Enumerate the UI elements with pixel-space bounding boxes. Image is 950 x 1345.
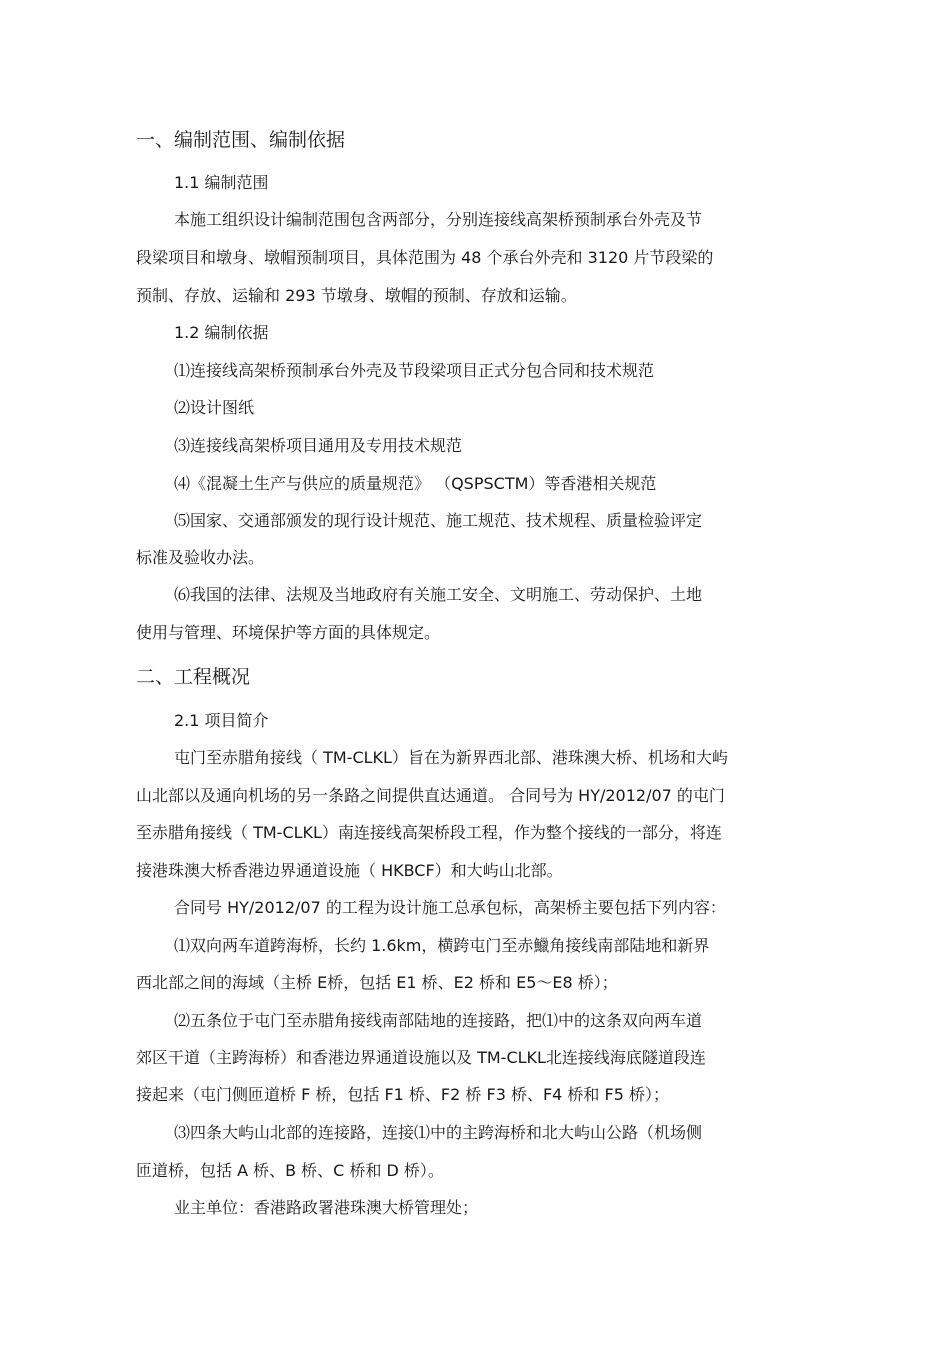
basis-item: ⑵设计图纸 [174,398,255,417]
content-item: 西北部之间的海域（主桥 E桥，包括 E1 桥、E2 桥和 E5～E8 桥）； [136,973,618,992]
basis-item: 标准及验收办法。 [136,548,265,567]
owner-line: 业主单位：香港路政署港珠澳大桥管理处； [174,1198,479,1217]
paragraph-line: 屯门至赤腊角接线（ TM-CLKL）旨在为新界西北部、港珠澳大桥、机场和大屿 [174,748,728,767]
paragraph-line: 本施工组织设计编制范围包含两部分，分别连接线高架桥预制承台外壳及节 [174,210,703,229]
paragraph-line: 预制、存放、运输和 293 节墩身、墩帽的预制、存放和运输。 [136,286,577,305]
basis-item: ⑸国家、交通部颁发的现行设计规范、施工规范、技术规程、质量检验评定 [174,511,703,530]
content-item: ⑵五条位于屯门至赤腊角接线南部陆地的连接路，把⑴中的这条双向两车道 [174,1011,703,1030]
basis-item: 使用与管理、环境保护等方面的具体规定。 [136,623,441,642]
section-1-1-heading: 1.1 编制范围 [174,173,269,192]
basis-item: ⑹我国的法律、法规及当地政府有关施工安全、文明施工、劳动保护、土地 [174,585,703,604]
paragraph-line: 接港珠澳大桥香港边界通道设施（ HKBCF）和大屿山北部。 [136,861,563,880]
section-1-2-heading: 1.2 编制依据 [174,323,269,342]
content-item: 接起来（屯门侧匝道桥 F 桥，包括 F1 桥、F2 桥 F3 桥、F4 桥和 F5 桥）； [136,1085,669,1104]
section-2-1-heading: 2.1 项目简介 [174,711,269,730]
basis-item: ⑶连接线高架桥项目通用及专用技术规范 [174,436,463,455]
section-2-heading: 二、工程概况 [136,666,251,688]
paragraph-line: 山北部以及通向机场的另一条路之间提供直达通道。 合同号为 HY/2012/07 的屯门 [136,786,725,805]
content-item: ⑶四条大屿山北部的连接路，连接⑴中的主跨海桥和北大屿山公路（机场侧 [174,1123,703,1142]
content-item: 郊区干道（主跨海桥）和香港边界通道设施以及 TM-CLKL北连接线海底隧道段连 [136,1048,706,1067]
paragraph-line: 至赤腊角接线（ TM-CLKL）南连接线高架桥段工程，作为整个接线的一部分，将连 [136,823,722,842]
section-1-heading: 一、编制范围、编制依据 [136,129,346,151]
basis-item: ⑷《混凝土生产与供应的质量规范》 （QSPSCTM）等香港相关规范 [174,474,657,493]
content-item: ⑴双向两车道跨海桥，长约 1.6km，横跨屯门至赤鱲角接线南部陆地和新界 [174,936,710,955]
basis-item: ⑴连接线高架桥预制承台外壳及节段梁项目正式分包合同和技术规范 [174,361,655,380]
paragraph-line: 合同号 HY/2012/07 的工程为设计施工总承包标，高架桥主要包括下列内容： [174,898,726,917]
paragraph-line: 段梁项目和墩身、墩帽预制项目，具体范围为 48 个承台外壳和 3120 片节段梁的 [136,248,714,267]
content-item: 匝道桥，包括 A 桥、B 桥、C 桥和 D 桥）。 [136,1161,444,1180]
